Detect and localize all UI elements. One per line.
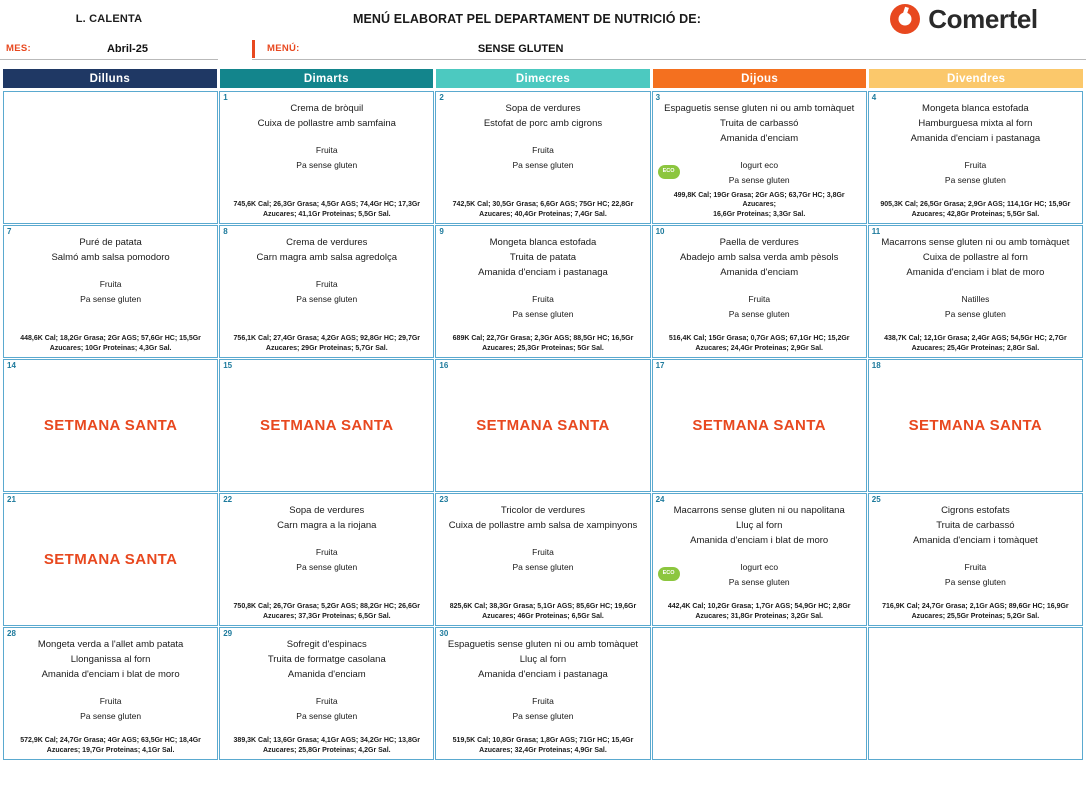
nutrition-line: 716,9K Cal; 24,7Gr Grasa; 2,1Gr AGS; 89,6Gr HC; 16,9Gr	[882, 603, 1069, 610]
calendar-cell-empty	[3, 91, 218, 224]
nutrition-line: 16,6Gr Proteinas; 3,3Gr Sal.	[713, 210, 806, 218]
calendar-cell-empty	[652, 627, 867, 760]
calendar-cell-day	[3, 493, 218, 626]
side-line: Iogurt eco	[740, 562, 779, 572]
nutrition-line: Azucares; 40,4Gr Proteinas; 7,4Gr Sal.	[479, 210, 607, 218]
eco-badge-icon: ECO	[658, 165, 680, 179]
day-number: 8	[223, 227, 228, 236]
nutrition-line: Azucares; 29Gr Proteinas; 5,7Gr Sal.	[265, 344, 388, 352]
company-name: Comertel	[928, 3, 1038, 34]
nutrition-line: Azucares; 25,8Gr Proteinas; 4,2Gr Sal.	[262, 746, 391, 754]
dish-line: Paella de verdures	[719, 237, 799, 248]
month-field	[0, 38, 218, 60]
side-line: Fruita	[964, 160, 987, 170]
nutrition-line: 519,5K Cal; 10,8Gr Grasa; 1,8Gr AGS; 71Gr HC; 15,4Gr	[452, 737, 634, 744]
dish-line: Lluç al forn	[519, 654, 567, 665]
menu-content	[653, 494, 866, 625]
day-number: 30	[439, 629, 449, 638]
day-number: 11	[871, 227, 881, 236]
side-line: Pa sense gluten	[512, 160, 574, 170]
menu-field	[252, 38, 1086, 60]
nutrition-info	[224, 200, 429, 221]
day-number: 16	[439, 361, 449, 370]
nutrition-line: 689K Cal; 22,7Gr Grasa; 2,3Gr AGS; 88,5Gr HC; 16,5Gr	[452, 335, 634, 342]
calendar-cell-day	[652, 359, 867, 492]
nutrition-info	[440, 736, 645, 757]
nutrition-info	[224, 602, 429, 623]
side-line: Fruita	[315, 279, 338, 289]
dish-line: Truita de carbassó	[720, 118, 799, 129]
dish-line: Amanida d'enciam i pastanaga	[478, 267, 608, 278]
spacer	[224, 173, 429, 200]
weekday-header-0: Dilluns	[3, 69, 217, 88]
nutrition-info	[440, 602, 645, 623]
menu-content	[220, 494, 433, 625]
side-list	[657, 292, 862, 322]
kitchen-type-label: L. CALENTA	[75, 13, 143, 25]
nutrition-line: Azucares; 41,1Gr Proteinas; 5,5Gr Sal.	[262, 210, 391, 218]
nutrition-info	[873, 200, 1078, 221]
day-number: 24	[655, 495, 665, 504]
side-list	[440, 143, 645, 173]
calendar-cell-day	[868, 91, 1083, 224]
day-number: 4	[871, 93, 877, 102]
menu-value: SENSE GLUTEN	[477, 42, 564, 55]
side-line: Fruita	[99, 696, 122, 706]
side-list	[224, 694, 429, 724]
day-number: 14	[7, 361, 16, 370]
menu-content	[653, 92, 866, 223]
dish-line: Carn magra amb salsa agredolça	[256, 252, 398, 263]
menu-content	[869, 494, 1082, 625]
side-line: Fruita	[532, 294, 554, 304]
dish-line: Tricolor de verdures	[500, 505, 586, 516]
dish-list	[440, 235, 645, 280]
side-line: Natilles	[961, 294, 990, 304]
side-list	[657, 158, 862, 188]
dish-line: Amanida d'enciam	[720, 133, 799, 144]
calendar-cell-day	[3, 627, 218, 760]
nutrition-line: Azucares; 31,8Gr Proteinas; 3,2Gr Sal.	[695, 612, 823, 620]
day-number: 21	[7, 495, 16, 504]
nutrition-line: 742,5K Cal; 30,5Gr Grasa; 6,6Gr AGS; 75Gr HC; 22,8Gr	[452, 201, 634, 208]
dish-line: Amanida d'enciam i pastanaga	[478, 669, 608, 680]
dish-line: Truita de formatge casolana	[267, 654, 386, 665]
weekday-header-1: Dimarts	[220, 69, 434, 88]
side-line: Fruita	[315, 547, 338, 557]
nutrition-line: 389,3K Cal; 13,6Gr Grasa; 4,1Gr AGS; 34,2Gr HC; 13,8Gr	[233, 737, 421, 744]
calendar-grid	[0, 91, 1086, 763]
spacer	[224, 575, 429, 602]
side-line: Fruita	[315, 145, 338, 155]
nutrition-line: Azucares; 19,7Gr Proteinas; 4,1Gr Sal.	[46, 746, 175, 754]
menu-content	[220, 628, 433, 759]
calendar-cell-day	[652, 225, 867, 358]
spacer	[873, 188, 1078, 200]
calendar-cell-day	[3, 225, 218, 358]
calendar-cell-day	[219, 493, 434, 626]
dish-list	[224, 503, 429, 533]
side-list	[873, 560, 1078, 590]
holiday-label: SETMANA SANTA	[43, 551, 178, 568]
dish-list	[873, 503, 1078, 548]
nutrition-line: 905,3K Cal; 26,5Gr Grasa; 2,9Gr AGS; 114,1Gr HC; 15,9Gr	[880, 201, 1071, 208]
spacer	[873, 590, 1078, 602]
nutrition-line: 825,6K Cal; 38,3Gr Grasa; 5,1Gr AGS; 85,6Gr HC; 19,6Gr	[449, 603, 637, 610]
calendar-cell-day	[3, 359, 218, 492]
nutrition-line: Azucares; 25,3Gr Proteinas; 5Gr Sal.	[482, 344, 604, 352]
day-number: 29	[223, 629, 233, 638]
meta-gap	[218, 38, 252, 62]
calendar-cell-day	[868, 493, 1083, 626]
nutrition-line: 516,4K Cal; 15Gr Grasa; 0,7Gr AGS; 67,1Gr HC; 15,2Gr	[668, 335, 850, 342]
meta-bar	[0, 38, 1086, 62]
nutrition-line: Azucares; 10Gr Proteinas; 4,3Gr Sal.	[49, 344, 172, 352]
dish-line: Truita de carbassó	[936, 520, 1015, 531]
holiday-label: SETMANA SANTA	[476, 417, 610, 434]
dish-line: Amanida d'enciam i blat de moro	[690, 535, 829, 546]
side-list	[224, 143, 429, 173]
side-list	[224, 545, 429, 575]
day-number: 7	[7, 227, 12, 236]
document-header	[0, 0, 1086, 38]
nutrition-info	[873, 334, 1078, 355]
calendar-cell-day	[219, 91, 434, 224]
side-line: Fruita	[99, 279, 122, 289]
dish-list	[224, 637, 429, 682]
day-number: 2	[439, 93, 444, 102]
calendar-cell-day	[435, 493, 650, 626]
month-value: Abril-25	[106, 42, 148, 55]
dish-line: Truita de patata	[509, 252, 577, 263]
spacer	[440, 575, 645, 602]
dish-line: Sofregit d'espinacs	[286, 639, 367, 650]
side-list	[440, 545, 645, 575]
menu-content	[4, 226, 217, 357]
spacer	[440, 173, 645, 200]
nutrition-line: 438,7K Cal; 12,1Gr Grasa; 2,4Gr AGS; 54,5Gr HC; 2,7Gr	[884, 335, 1067, 342]
calendar-cell-empty	[868, 627, 1083, 760]
nutrition-line: 448,6K Cal; 18,2Gr Grasa; 2Gr AGS; 57,6Gr HC; 15,5Gr	[20, 335, 201, 342]
calendar-cell-day	[435, 91, 650, 224]
nutrition-line: Azucares; 37,3Gr Proteinas; 6,5Gr Sal.	[262, 612, 391, 620]
dish-list	[657, 101, 862, 146]
month-label: MES:	[6, 43, 31, 54]
side-list	[440, 292, 645, 322]
menu-content	[653, 226, 866, 357]
nutrition-info	[657, 334, 862, 355]
nutrition-line: 745,6K Cal; 26,3Gr Grasa; 4,5Gr AGS; 74,4Gr HC; 17,3Gr	[233, 201, 421, 208]
dish-list	[440, 503, 645, 533]
side-line: Fruita	[748, 294, 771, 304]
nutrition-line: 442,4K Cal; 10,2Gr Grasa; 1,7Gr AGS; 54,9Gr HC; 2,8Gr	[667, 603, 851, 610]
nutrition-info	[8, 736, 213, 757]
dish-line: Crema de bròquil	[290, 103, 364, 114]
menu-content	[4, 628, 217, 759]
dish-line: Macarrons sense gluten ni ou amb tomàquet	[881, 237, 1070, 248]
dish-line: Amanida d'enciam i blat de moro	[906, 267, 1045, 278]
calendar-cell-day	[435, 225, 650, 358]
spacer	[224, 724, 429, 736]
dish-line: Espaguetis sense gluten ni ou amb tomàquet	[664, 103, 855, 114]
nutrition-line: Azucares; 46Gr Proteinas; 6,5Gr Sal.	[482, 612, 604, 620]
dish-line: Puré de patata	[79, 237, 142, 248]
nutrition-info	[873, 602, 1078, 623]
dish-line: Amanida d'enciam i pastanaga	[910, 133, 1041, 144]
dish-line: Abadejo amb salsa verda amb pèsols	[679, 252, 839, 263]
dish-line: Amanida d'enciam i tomàquet	[912, 535, 1038, 546]
side-line: Pa sense gluten	[512, 711, 574, 721]
dish-line: Amanida d'enciam	[720, 267, 799, 278]
calendar-cell-day	[219, 359, 434, 492]
day-number: 15	[223, 361, 233, 370]
calendar-cell-day	[868, 225, 1083, 358]
menu-content	[436, 92, 649, 223]
spacer	[657, 322, 862, 334]
company-logo	[856, 4, 1086, 35]
dish-line: Sopa de verdures	[289, 505, 365, 516]
side-line: Pa sense gluten	[944, 309, 1006, 319]
dish-line: Cigrons estofats	[941, 505, 1010, 516]
calendar-cell-day	[219, 225, 434, 358]
nutrition-info	[440, 200, 645, 221]
nutrition-info	[657, 602, 862, 623]
nutrition-line: Azucares; 32,4Gr Proteinas; 4,9Gr Sal.	[479, 746, 607, 754]
menu-content	[436, 628, 649, 759]
dish-line: Estofat de porc amb cigrons	[483, 118, 603, 129]
holiday-label: SETMANA SANTA	[260, 417, 394, 434]
weekday-header-row	[0, 69, 1086, 88]
side-line: Fruita	[315, 696, 338, 706]
nutrition-info	[224, 736, 429, 757]
nutrition-line: 756,1K Cal; 27,4Gr Grasa; 4,2Gr AGS; 92,8Gr HC; 29,7Gr	[233, 335, 421, 342]
menu-content	[436, 226, 649, 357]
spacer	[8, 724, 213, 736]
side-line: Pa sense gluten	[728, 309, 790, 319]
holiday-label: SETMANA SANTA	[692, 417, 826, 434]
spacer	[657, 590, 862, 602]
menu-content	[220, 226, 433, 357]
day-number: 9	[439, 227, 444, 236]
side-line: Fruita	[532, 696, 554, 706]
side-line: Pa sense gluten	[512, 309, 574, 319]
dish-line: Carn magra a la riojana	[277, 520, 377, 531]
dish-line: Mongeta verda a l'allet amb patata	[37, 639, 184, 650]
dish-line: Salmó amb salsa pomodoro	[51, 252, 170, 263]
dish-list	[8, 235, 213, 265]
spacer	[440, 322, 645, 334]
day-number: 10	[655, 227, 665, 236]
weekday-header-3: Dijous	[653, 69, 867, 88]
nutrition-line: 750,8K Cal; 26,7Gr Grasa; 5,2Gr AGS; 88,2Gr HC; 26,6Gr	[233, 603, 421, 610]
day-number: 1	[223, 93, 228, 102]
dish-list	[657, 235, 862, 280]
nutrition-line: 499,8K Cal; 19Gr Grasa; 2Gr AGS; 63,7Gr HC; 3,8Gr Azucares;	[673, 191, 845, 208]
day-number: 23	[439, 495, 449, 504]
dish-line: Cuixa de pollastre amb salsa de xampinyons	[448, 520, 638, 531]
side-line: Pa sense gluten	[296, 160, 358, 170]
dish-list	[224, 235, 429, 265]
page-title: MENÚ ELABORAT PEL DEPARTAMENT DE NUTRICIÓ DE:	[352, 12, 702, 26]
side-line: Pa sense gluten	[944, 577, 1006, 587]
dish-list	[873, 101, 1078, 146]
menu-content	[869, 226, 1082, 357]
calendar-cell-day	[652, 493, 867, 626]
side-line: Fruita	[532, 145, 554, 155]
menu-label: MENÚ:	[267, 43, 300, 54]
dish-list	[440, 637, 645, 682]
eco-badge-icon: ECO	[658, 567, 680, 581]
side-list	[8, 277, 213, 307]
nutrition-line: Azucares; 42,8Gr Proteinas; 5,5Gr Sal.	[911, 210, 1040, 218]
day-number: 25	[871, 495, 881, 504]
holiday-label: SETMANA SANTA	[908, 417, 1043, 434]
side-line: Pa sense gluten	[944, 175, 1006, 185]
dish-line: Hamburguesa mixta al forn	[918, 118, 1033, 129]
menu-content	[220, 92, 433, 223]
nutrition-line: Azucares; 25,4Gr Proteinas; 2,8Gr Sal.	[911, 344, 1040, 352]
dish-line: Crema de verdures	[286, 237, 368, 248]
weekday-header-2: Dimecres	[436, 69, 650, 88]
nutrition-line: 572,9K Cal; 24,7Gr Grasa; 4Gr AGS; 63,5Gr HC; 18,4Gr	[20, 737, 201, 744]
calendar-cell-day	[652, 91, 867, 224]
dish-line: Cuixa de pollastre amb samfaina	[257, 118, 396, 129]
dish-line: Amanida d'enciam i blat de moro	[41, 669, 180, 680]
side-list	[873, 292, 1078, 322]
accent-bar	[252, 40, 255, 58]
dish-line: Espaguetis sense gluten ni ou amb tomàquet	[447, 639, 639, 650]
side-line: Pa sense gluten	[80, 294, 142, 304]
calendar-cell-day	[435, 627, 650, 760]
dish-line: Macarrons sense gluten ni ou napolitana	[673, 505, 845, 516]
dish-list	[873, 235, 1078, 280]
day-number: 18	[871, 361, 881, 370]
day-number: 22	[223, 495, 233, 504]
holiday-label: SETMANA SANTA	[43, 417, 178, 434]
side-line: Fruita	[964, 562, 987, 572]
spacer	[224, 307, 429, 334]
spacer	[440, 724, 645, 736]
side-line: Pa sense gluten	[728, 175, 790, 185]
spacer	[8, 307, 213, 334]
day-number: 28	[7, 629, 16, 638]
side-line: Pa sense gluten	[728, 577, 790, 587]
dish-line: Cuixa de pollastre al forn	[922, 252, 1028, 263]
weekday-header-4: Divendres	[869, 69, 1083, 88]
day-number: 17	[655, 361, 665, 370]
side-line: Pa sense gluten	[296, 294, 358, 304]
dish-list	[8, 637, 213, 682]
comertel-mark-icon	[890, 4, 920, 34]
side-list	[8, 694, 213, 724]
dish-line: Sopa de verdures	[505, 103, 581, 114]
side-line: Fruita	[532, 547, 554, 557]
dish-line: Llonganissa al forn	[70, 654, 151, 665]
nutrition-info	[8, 334, 213, 355]
side-line: Pa sense gluten	[296, 562, 358, 572]
nutrition-line: Azucares; 25,5Gr Proteinas; 5,2Gr Sal.	[911, 612, 1040, 620]
side-line: Pa sense gluten	[512, 562, 574, 572]
dish-line: Lluç al forn	[735, 520, 783, 531]
spacer	[873, 322, 1078, 334]
nutrition-info	[224, 334, 429, 355]
calendar-cell-day	[219, 627, 434, 760]
nutrition-line: Azucares; 24,4Gr Proteinas; 2,9Gr Sal.	[695, 344, 823, 352]
calendar-cell-day	[868, 359, 1083, 492]
side-line: Iogurt eco	[740, 160, 779, 170]
side-list	[657, 560, 862, 590]
side-line: Pa sense gluten	[80, 711, 142, 721]
dish-line: Mongeta blanca estofada	[489, 237, 597, 248]
nutrition-info	[657, 191, 862, 222]
side-list	[873, 158, 1078, 188]
side-list	[224, 277, 429, 307]
dish-list	[657, 503, 862, 548]
nutrition-info	[440, 334, 645, 355]
side-list	[440, 694, 645, 724]
day-number: 3	[655, 93, 661, 102]
dish-list	[224, 101, 429, 131]
side-line: Pa sense gluten	[296, 711, 358, 721]
menu-content	[869, 92, 1082, 223]
menu-content	[436, 494, 649, 625]
dish-list	[440, 101, 645, 131]
calendar-cell-day	[435, 359, 650, 492]
dish-line: Amanida d'enciam	[287, 669, 366, 680]
dish-line: Mongeta blanca estofada	[922, 103, 1029, 114]
